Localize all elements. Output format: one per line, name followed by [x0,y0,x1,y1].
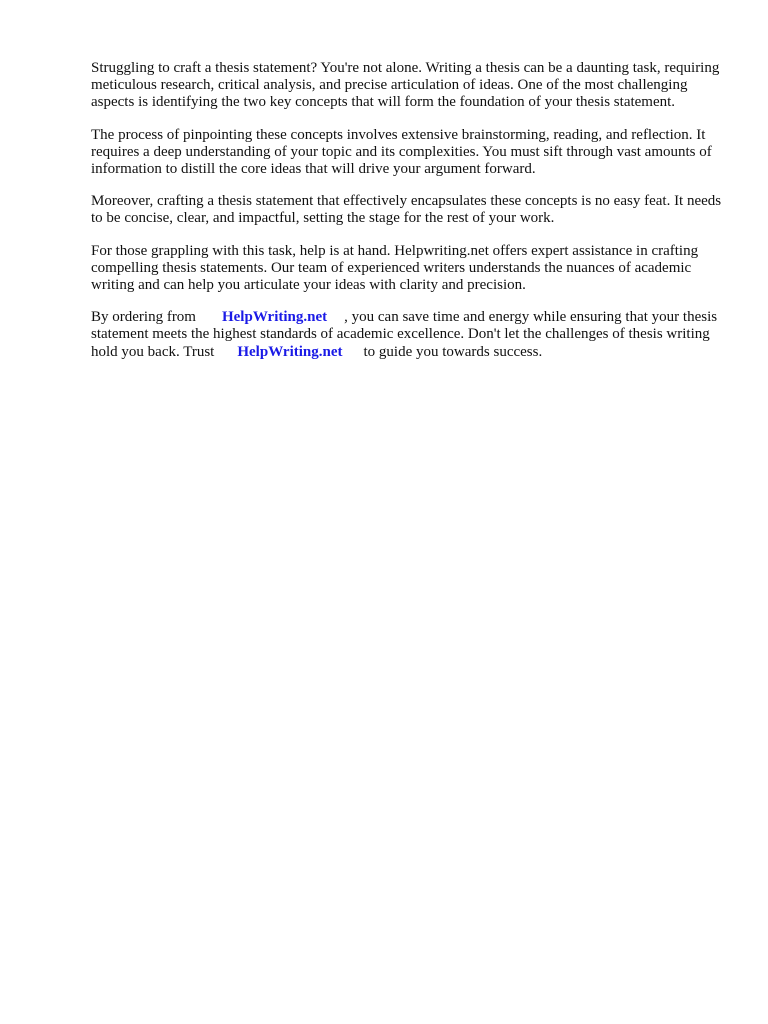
paragraph-help: For those grappling with this task, help is at hand. Helpwriting.net offers expert assistance in crafting compelling thesis statements. Our team of experienced writers understands the nuances of academic writing and can help you articulate your ideas with clarity and precision. [91,242,699,294]
paragraph-process: The process of pinpointing these concepts involves extensive brainstorming, reading, and reflection. It requires a deep understanding of your topic and its complexities. You must sift through vast amounts of information to distill the core ideas that will drive your argument forward. [91,126,712,178]
ordering-text-middle: , you can save time and energy while ensuring that your thesis statement meets the highest standards of academic excellence. Don't let the challenges of thesis writing hold you back. Trust [91,309,718,360]
helpwriting-link-2[interactable]: HelpWriting.net [237,343,343,360]
document-page [91,60,731,376]
paragraph-moreover: Moreover, crafting a thesis statement that effectively encapsulates these concepts is no easy feat. It needs to be concise, clear, and impactful, setting the stage for the rest of your work. [91,193,722,227]
helpwriting-link-1[interactable]: HelpWriting.net [221,309,328,326]
paragraph-intro: Struggling to craft a thesis statement? You're not alone. Writing a thesis can be a daunting task, requiring meticulous research, critical analysis, and precise articulation of ideas. One of the most challenging aspects is identifying the two key concepts that will form the foundation of your thesis statement. [91,60,720,111]
paragraph-ordering [91,309,731,361]
ordering-text-start: By ordering from [91,309,196,326]
ordering-text-end: to guide you towards success. [363,343,543,360]
